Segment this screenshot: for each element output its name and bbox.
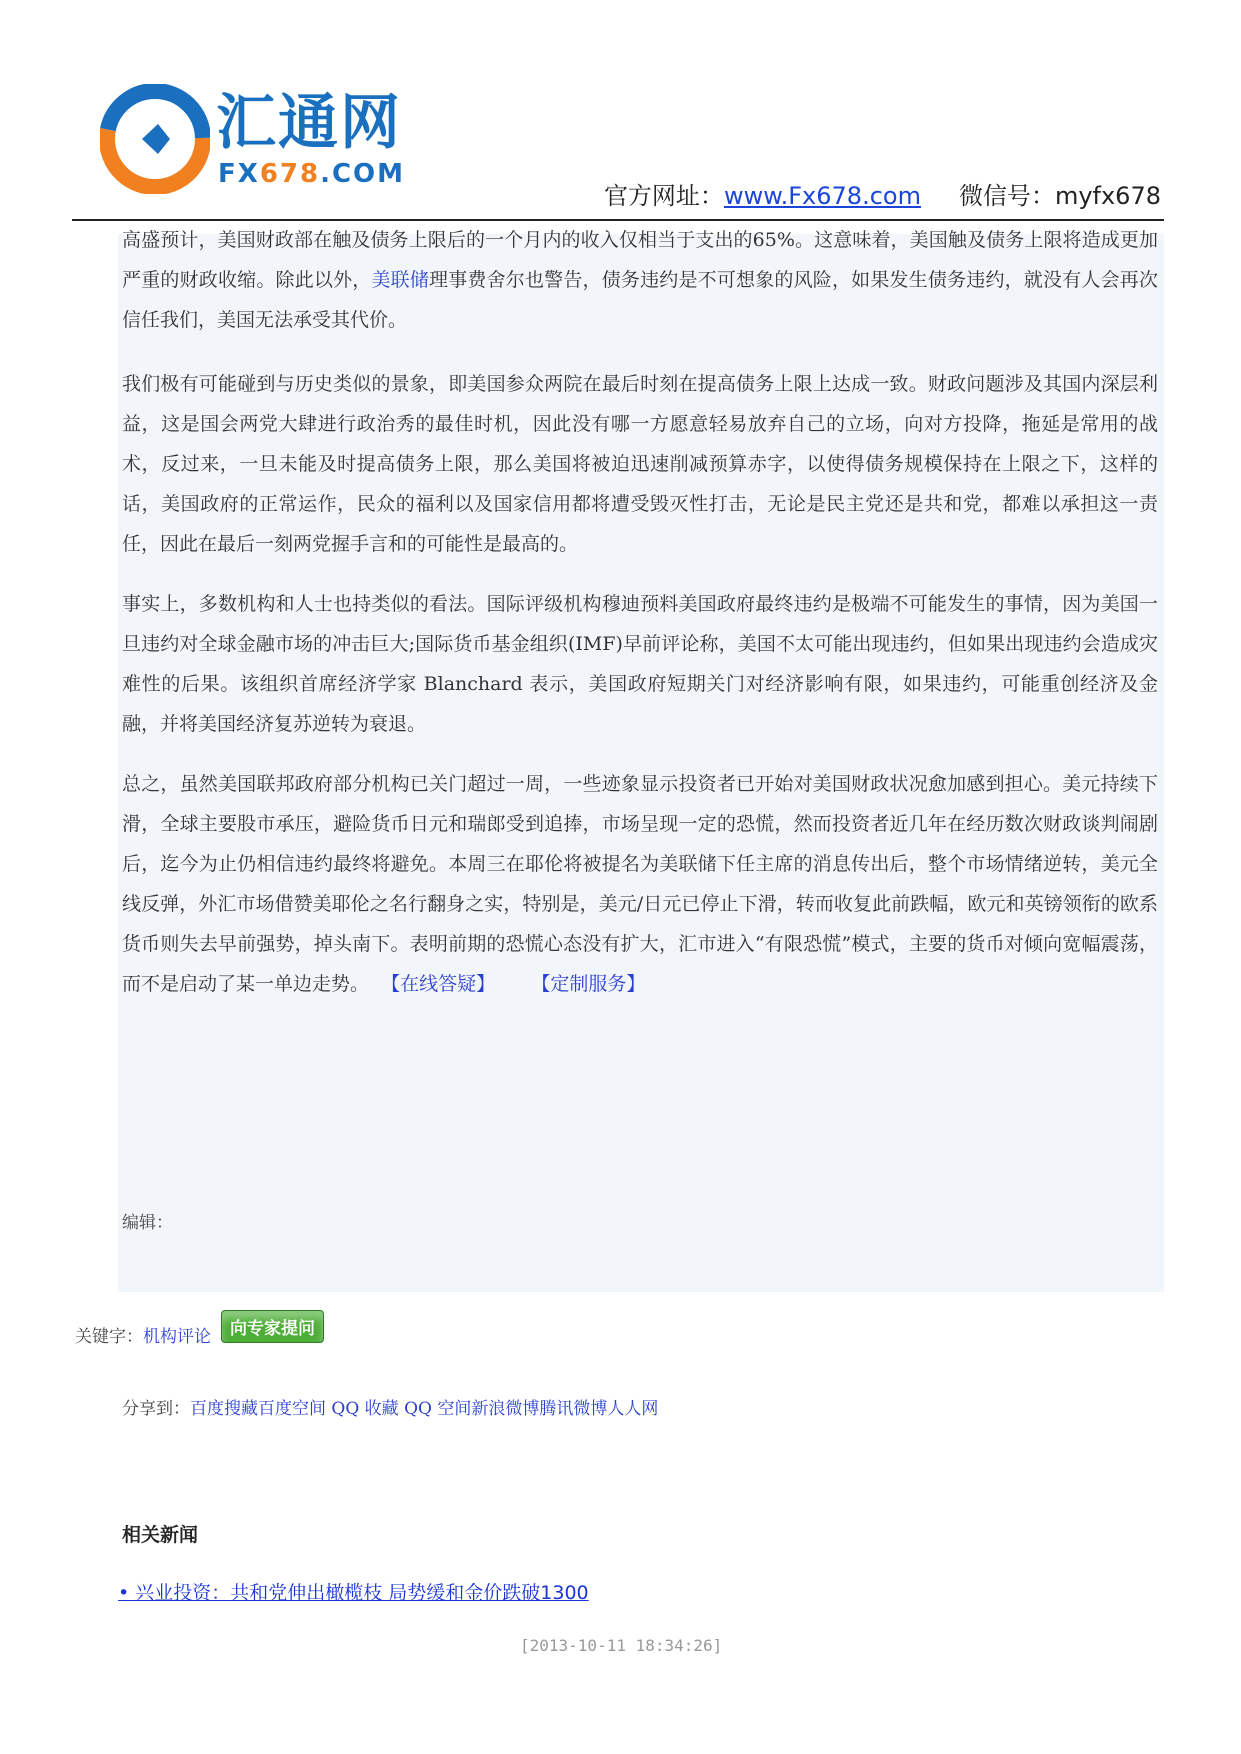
ask-expert-button[interactable]: 向专家提问 <box>221 1310 324 1343</box>
site-url-link[interactable]: www.Fx678.com <box>723 182 921 210</box>
online-qa-link[interactable]: 【在线答疑】 <box>381 973 496 995</box>
share-baidu-space[interactable]: 百度空间 <box>258 1399 326 1419</box>
logo-english-text: FX678.COM <box>218 159 406 189</box>
share-row <box>122 1394 658 1419</box>
wechat-id: 微信号：myfx678 <box>958 182 1161 210</box>
fed-link[interactable]: 美联储 <box>371 269 430 291</box>
custom-service-link[interactable]: 【定制服务】 <box>531 973 646 995</box>
share-sina-weibo[interactable]: 新浪微博 <box>471 1399 540 1419</box>
paragraph-4: 总之，虽然美国联邦政府部分机构已关门超过一周，一些迹象显示投资者已开始对美国财政状况愈加感到担心。美元持续下滑，全球主要股市承压，避险货币日元和瑞郎受到追捧，市场呈现一定的恐慌，然而投资者近几年在经历数次财政谈判闹剧后，迄今为止仍相信违约最终将避免。本周三在耶伦将被提名为美联储下任主席的消息传出后，整个市场情绪逆转，美元全线反弹，外汇市场借赞美耶伦之名行翻身之实，特别是，美元/日元已停止下滑，转而收复此前跌幅，欧元和英镑领衔的欧系货币则失去早前强势，掉头南下。表明前期的恐慌心态没有扩大，汇市进入“有限恐慌”模式，主要的货币对倾向宽幅震荡，而不是启动了某一单边走势。 【在线答疑】 【定制服务】 <box>122 773 1158 995</box>
keyword-link[interactable]: 机构评论 <box>143 1327 211 1347</box>
share-tencent-weibo[interactable]: 腾讯微博 <box>539 1399 608 1419</box>
article-body <box>118 229 1164 1292</box>
page-header <box>0 0 1241 222</box>
editor-label: 编辑： <box>122 1213 173 1233</box>
paragraph-1: 高盛预计，美国财政部在触及债务上限后的一个月内的收入仅相当于支出的65%。这意味着，美国触及债务上限将造成更加严重的财政收缩。除此以外，美联储理事费舍尔也警告，债务违约是不可想象的风险，如果发生债务违约，就没有人会再次信任我们，美国无法承受其代价。 <box>122 229 1158 331</box>
site-info <box>604 176 1161 211</box>
keywords-label: 关键字： <box>75 1327 143 1347</box>
paragraph-2: 我们极有可能碰到与历史类似的景象，即美国参众两院在最后时刻在提高债务上限上达成一致。财政问题涉及其国内深层利益，这是国会两党大肆进行政治秀的最佳时机，因此没有哪一方愿意轻易放弃自己的立场，向对方投降，拖延是常用的战术，反过来，一旦未能及时提高债务上限，那么美国将被迫迅速削减预算赤字，以使得债务规模保持在上限之下，这样的话，美国政府的正常运作，民众的福利以及国家信用都将遭受毁灭性打击，无论是民主党还是共和党，都难以承担这一责任，因此在最后一刻两党握手言和的可能性是最高的。 <box>122 373 1158 555</box>
share-qq-favorites[interactable]: QQ 收藏 <box>331 1399 399 1419</box>
paragraph-3: 事实上，多数机构和人士也持类似的看法。国际评级机构穆迪预料美国政府最终违约是极端不可能发生的事情，因为美国一旦违约对全球金融市场的冲击巨大;国际货币基金组织(IMF)早前评论称，美国不太可能出现违约，但如果出现违约会造成灾难性的后果。该组织首席经济学家 Blanchard 表示，美国政府短期关门对经济影响有限，如果违约，可能重创经济及金融，并将美国经济复苏逆转为衰退。 <box>122 593 1158 735</box>
share-baidu-bookmark[interactable]: 百度搜藏 <box>190 1399 258 1419</box>
related-news-item[interactable]: • 兴业投资：共和党伸出橄榄枝 局势缓和金价跌破1300 <box>118 1582 589 1604</box>
logo[interactable] <box>108 88 428 208</box>
logo-chinese-text: 汇通网 <box>216 88 402 158</box>
share-qq-space[interactable]: QQ 空间 <box>404 1399 472 1419</box>
related-news-date: [2013-10-11 18:34:26] <box>520 1636 723 1655</box>
related-news-title: 相关新闻 <box>122 1524 199 1546</box>
share-label: 分享到： <box>122 1399 190 1419</box>
keywords-row <box>75 1319 324 1347</box>
site-url-label: 官方网址： <box>603 182 724 210</box>
share-renren[interactable]: 人人网 <box>607 1399 659 1419</box>
